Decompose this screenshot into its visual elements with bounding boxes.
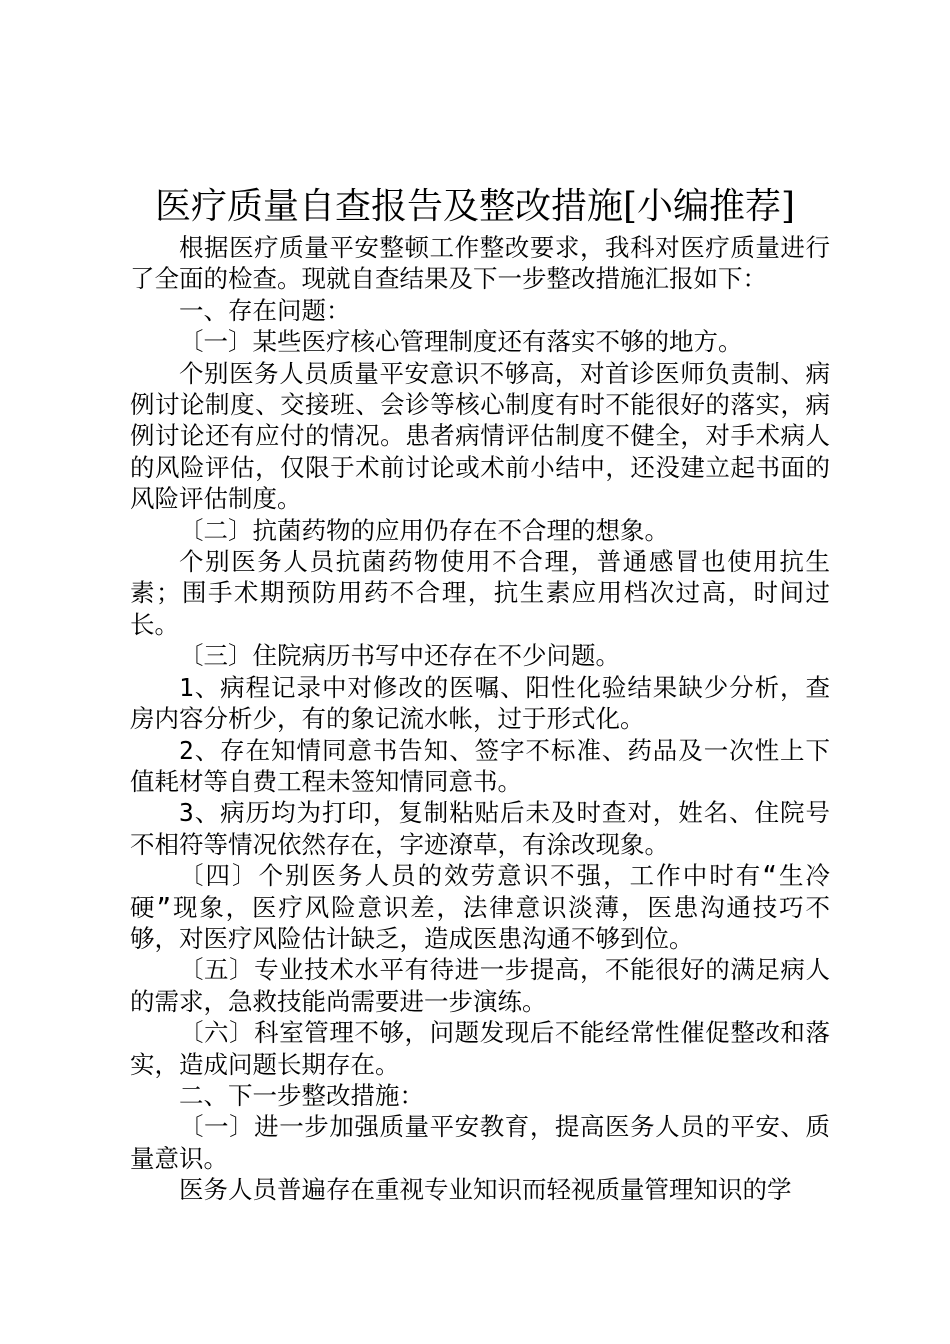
subheading-1: 〔一〕某些医疗核心管理制度还有落实不够的地方。 — [179, 327, 743, 357]
paragraph: 个别医务人员质量平安意识不够高，对首诊医师负责制、病例讨论制度、交接班、会诊等核心制度有时不能很好的落实，病例讨论还有应付的情况。患者病情评估制度不健全，对手术病人的风险评估，仅限于术前讨论或术前小结中，还没建立起书面的风险评估制度。 — [130, 358, 830, 514]
subheading-5: 〔五〕专业技术水平有待进一步提高，不能很好的满足病人的需求，急救技能尚需要进一步演练。 — [130, 955, 830, 1016]
subheading-4: 〔四〕个别医务人员的效劳意识不强，工作中时有“生冷硬”现象，医疗风险意识差，法律意识淡薄，医患沟通技巧不够，对医疗风险估计缺乏，造成医患沟通不够到位。 — [130, 861, 830, 953]
list-item: 1、病程记录中对修改的医嘱、阳性化验结果缺少分析，查房内容分析少，有的象记流水帐，过于形式化。 — [130, 672, 830, 734]
document-title: 医疗质量自查报告及整改措施[小编推荐] — [154, 186, 796, 227]
section-heading-measures: 二、下一步整改措施： — [179, 1080, 424, 1110]
section-heading-problems: 一、存在问题： — [179, 295, 351, 325]
paragraph: 个别医务人员抗菌药物使用不合理，普通感冒也使用抗生素；围手术期预防用药不合理，抗生素应用档次过高，时间过长。 — [130, 547, 830, 639]
subheading-6: 〔六〕科室管理不够，问题发现后不能经常性催促整改和落实，造成问题长期存在。 — [130, 1018, 830, 1079]
paragraph: 医务人员普遍存在重视专业知识而轻视质量管理知识的学 — [179, 1175, 792, 1205]
list-item: 3、病历均为打印，复制粘贴后未及时查对，姓名、住院号不相符等情况依然存在，字迹潦草，有涂改现象。 — [130, 798, 830, 859]
document-body — [130, 232, 830, 1206]
subheading-3: 〔三〕住院病历书写中还存在不少问题。 — [179, 641, 620, 671]
subheading-measure-1: 〔一〕进一步加强质量平安教育，提高医务人员的平安、质量意识。 — [130, 1112, 830, 1173]
paragraph-intro: 根据医疗质量平安整顿工作整改要求，我科对医疗质量进行了全面的检查。现就自查结果及下一步整改措施汇报如下： — [130, 233, 830, 294]
subheading-2: 〔二〕抗菌药物的应用仍存在不合理的想象。 — [179, 515, 669, 545]
list-item: 2、存在知情同意书告知、签字不标准、药品及一次性上下值耗材等自费工程未签知情同意书。 — [130, 735, 830, 796]
